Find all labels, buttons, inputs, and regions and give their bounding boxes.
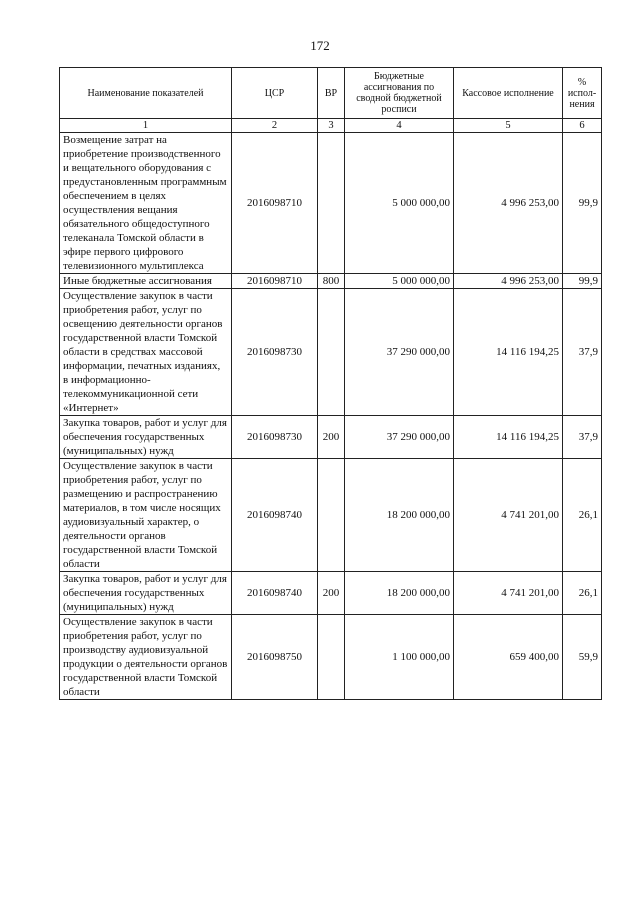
column-number-row [60, 119, 602, 133]
row-budget: 18 200 000,00 [345, 572, 454, 615]
row-vr [318, 133, 345, 274]
row-cash: 14 116 194,25 [454, 416, 563, 459]
row-pct: 59,9 [563, 615, 602, 700]
row-pct: 99,9 [563, 274, 602, 289]
row-csr: 2016098750 [232, 615, 318, 700]
row-csr: 2016098710 [232, 274, 318, 289]
table-row [60, 615, 602, 700]
row-pct: 37,9 [563, 289, 602, 416]
row-cash: 4 741 201,00 [454, 459, 563, 572]
row-csr: 2016098740 [232, 459, 318, 572]
row-budget: 5 000 000,00 [345, 274, 454, 289]
budget-execution-table [59, 67, 602, 700]
row-name: Закупка товаров, работ и услуг для обеспечения государственных (муниципальных) нужд [60, 416, 232, 459]
row-csr: 2016098730 [232, 416, 318, 459]
table-row [60, 133, 602, 274]
row-budget: 37 290 000,00 [345, 289, 454, 416]
row-vr [318, 459, 345, 572]
row-csr: 2016098730 [232, 289, 318, 416]
row-pct: 99,9 [563, 133, 602, 274]
row-name: Осуществление закупок в части приобретения работ, услуг по освещению деятельности органов государственной власти Томской области в средствах массовой информации, печатных изданиях, в информационно-телекоммуникационной сети «Интернет» [60, 289, 232, 416]
row-budget: 18 200 000,00 [345, 459, 454, 572]
header-vr: ВР [318, 68, 345, 119]
row-vr [318, 615, 345, 700]
row-cash: 4 996 253,00 [454, 133, 563, 274]
header-budget: Бюджетные ассигнования по сводной бюджетной росписи [345, 68, 454, 119]
row-vr: 200 [318, 416, 345, 459]
table-row [60, 289, 602, 416]
header-csr: ЦСР [232, 68, 318, 119]
header-cash: Кассовое исполнение [454, 68, 563, 119]
row-cash: 659 400,00 [454, 615, 563, 700]
header-row [60, 68, 602, 119]
row-name: Возмещение затрат на приобретение производственного и вещательного оборудования с предустановленным программным обеспечением в целях осуществления вещания обязательного общедоступного телеканала Томской области в эфире первого цифрового телевизионного мультиплекса [60, 133, 232, 274]
row-csr: 2016098740 [232, 572, 318, 615]
table-row [60, 459, 602, 572]
row-cash: 4 996 253,00 [454, 274, 563, 289]
column-number: 6 [563, 119, 602, 133]
row-budget: 1 100 000,00 [345, 615, 454, 700]
row-name: Осуществление закупок в части приобретения работ, услуг по размещению и распространению материалов, в том числе носящих аудиовизуальный характер, о деятельности органов государственной власти Томской области [60, 459, 232, 572]
row-name: Иные бюджетные ассигнования [60, 274, 232, 289]
table-row [60, 416, 602, 459]
row-pct: 26,1 [563, 459, 602, 572]
header-name: Наименование показателей [60, 68, 232, 119]
row-budget: 5 000 000,00 [345, 133, 454, 274]
row-name: Осуществление закупок в части приобретения работ, услуг по производству аудиовизуальной продукции о деятельности органов государственной власти Томской области [60, 615, 232, 700]
table-row [60, 274, 602, 289]
column-number: 3 [318, 119, 345, 133]
row-name: Закупка товаров, работ и услуг для обеспечения государственных (муниципальных) нужд [60, 572, 232, 615]
column-number: 2 [232, 119, 318, 133]
column-number: 4 [345, 119, 454, 133]
row-budget: 37 290 000,00 [345, 416, 454, 459]
row-vr [318, 289, 345, 416]
page-number: 172 [310, 38, 330, 53]
row-cash: 14 116 194,25 [454, 289, 563, 416]
row-pct: 37,9 [563, 416, 602, 459]
table-row [60, 572, 602, 615]
column-number: 5 [454, 119, 563, 133]
row-vr: 800 [318, 274, 345, 289]
row-csr: 2016098710 [232, 133, 318, 274]
row-pct: 26,1 [563, 572, 602, 615]
header-pct: % испол- нения [563, 68, 602, 119]
column-number: 1 [60, 119, 232, 133]
row-vr: 200 [318, 572, 345, 615]
row-cash: 4 741 201,00 [454, 572, 563, 615]
